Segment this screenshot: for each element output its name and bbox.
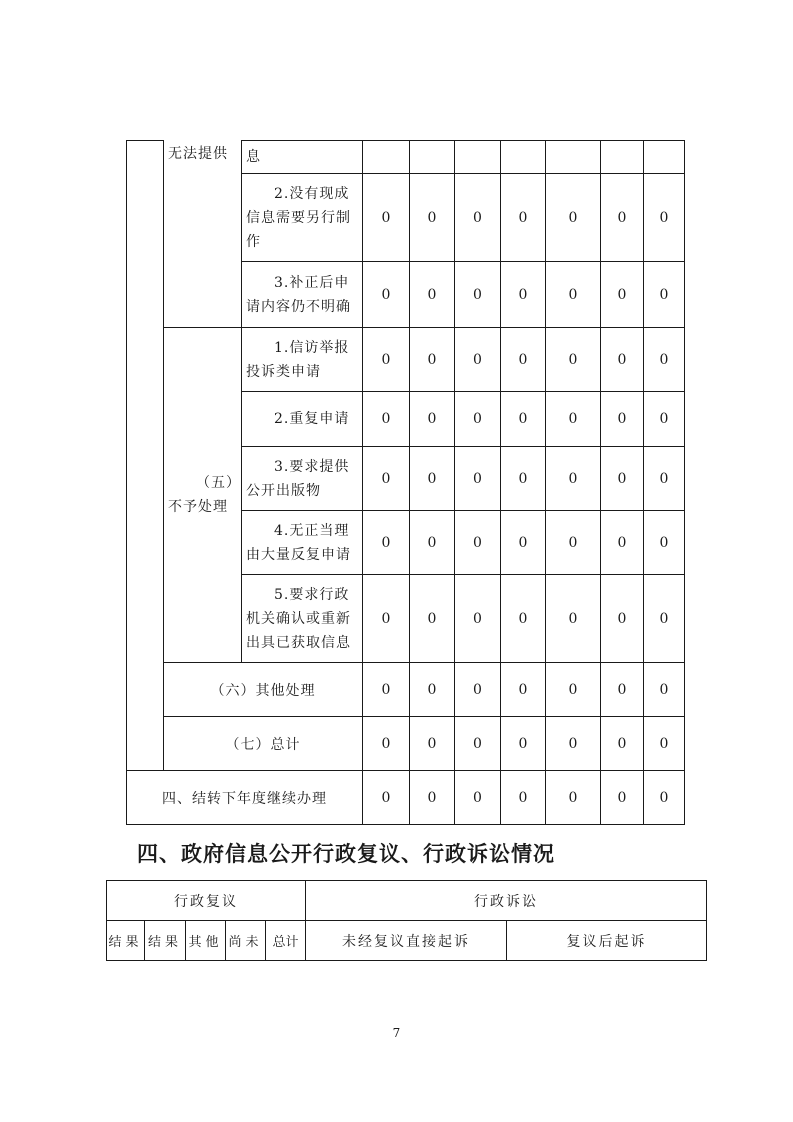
value-cell: 0 xyxy=(501,328,546,392)
value-cell: 0 xyxy=(601,663,644,717)
value-cell: 0 xyxy=(455,447,501,511)
value-cell: 0 xyxy=(546,771,601,825)
value-cell: 0 xyxy=(601,262,644,328)
page-number: 7 xyxy=(392,1026,401,1040)
value-cell: 0 xyxy=(501,771,546,825)
table-row xyxy=(127,717,685,771)
value-cell: 0 xyxy=(644,663,685,717)
value-cell: 0 xyxy=(501,447,546,511)
value-cell xyxy=(601,141,644,174)
value-cell xyxy=(410,141,455,174)
value-cell: 0 xyxy=(410,447,455,511)
column-header: 未经复议直接起诉 xyxy=(306,921,507,961)
value-cell: 0 xyxy=(363,262,410,328)
value-cell: 0 xyxy=(644,771,685,825)
value-cell xyxy=(455,141,501,174)
value-cell: 0 xyxy=(644,575,685,663)
value-cell: 0 xyxy=(644,328,685,392)
value-cell: 0 xyxy=(501,511,546,575)
column-header: 结果 xyxy=(107,921,145,961)
value-cell xyxy=(644,141,685,174)
value-cell xyxy=(501,141,546,174)
value-cell: 0 xyxy=(546,717,601,771)
value-cell: 0 xyxy=(363,328,410,392)
value-cell: 0 xyxy=(363,174,410,262)
table-row xyxy=(127,663,685,717)
subcategory-cell: 4.无正当理 由大量反复申请 xyxy=(242,511,363,575)
value-cell: 0 xyxy=(601,328,644,392)
value-cell: 0 xyxy=(644,447,685,511)
value-cell: 0 xyxy=(644,174,685,262)
value-cell: 0 xyxy=(546,174,601,262)
table-subheader-row xyxy=(107,921,707,961)
subcategory-cell: 1.信访举报 投诉类申请 xyxy=(242,328,363,392)
value-cell: 0 xyxy=(410,663,455,717)
value-cell: 0 xyxy=(410,771,455,825)
value-cell: 0 xyxy=(363,663,410,717)
value-cell: 0 xyxy=(601,511,644,575)
value-cell: 0 xyxy=(410,511,455,575)
value-cell: 0 xyxy=(363,771,410,825)
value-cell: 0 xyxy=(601,174,644,262)
value-cell: 0 xyxy=(410,575,455,663)
value-cell: 0 xyxy=(501,262,546,328)
value-cell: 0 xyxy=(455,771,501,825)
value-cell: 0 xyxy=(363,511,410,575)
table-header-row xyxy=(107,881,707,921)
value-cell: 0 xyxy=(455,511,501,575)
value-cell: 0 xyxy=(363,575,410,663)
column-header: 结果 xyxy=(145,921,186,961)
value-cell: 0 xyxy=(501,392,546,447)
value-cell: 0 xyxy=(455,174,501,262)
column-header: 尚未 xyxy=(226,921,266,961)
section-title: 四、政府信息公开行政复议、行政诉讼情况 xyxy=(137,842,555,866)
subcategory-cell: 2.重复申请 xyxy=(242,392,363,447)
value-cell: 0 xyxy=(546,447,601,511)
left-margin-cell xyxy=(127,141,164,771)
table-row xyxy=(127,328,685,392)
value-cell: 0 xyxy=(601,717,644,771)
subcategory-cell: 息 xyxy=(242,141,363,174)
litigation-header: 行政诉讼 xyxy=(306,881,707,921)
value-cell: 0 xyxy=(546,392,601,447)
value-cell: 0 xyxy=(644,262,685,328)
value-cell: 0 xyxy=(546,328,601,392)
value-cell: 0 xyxy=(455,663,501,717)
table-row xyxy=(127,771,685,825)
subcategory-cell: 3.补正后申 请内容仍不明确 xyxy=(242,262,363,328)
value-cell: 0 xyxy=(501,717,546,771)
value-cell: 0 xyxy=(546,575,601,663)
subcategory-cell: 2.没有现成 信息需要另行制 作 xyxy=(242,174,363,262)
column-header: 总计 xyxy=(266,921,306,961)
value-cell: 0 xyxy=(546,262,601,328)
value-cell xyxy=(363,141,410,174)
value-cell: 0 xyxy=(363,447,410,511)
review-header: 行政复议 xyxy=(107,881,306,921)
value-cell: 0 xyxy=(601,392,644,447)
value-cell: 0 xyxy=(601,575,644,663)
value-cell: 0 xyxy=(455,262,501,328)
statistics-table xyxy=(126,140,685,825)
value-cell: 0 xyxy=(455,392,501,447)
value-cell: 0 xyxy=(410,328,455,392)
value-cell: 0 xyxy=(501,174,546,262)
value-cell: 0 xyxy=(644,392,685,447)
other-label: （六）其他处理 xyxy=(164,663,363,717)
review-litigation-table xyxy=(106,880,707,961)
column-header: 其他 xyxy=(186,921,226,961)
value-cell: 0 xyxy=(410,717,455,771)
table-row xyxy=(127,141,685,174)
column-header: 复议后起诉 xyxy=(507,921,707,961)
value-cell: 0 xyxy=(410,174,455,262)
value-cell: 0 xyxy=(455,328,501,392)
value-cell: 0 xyxy=(363,717,410,771)
value-cell: 0 xyxy=(501,575,546,663)
value-cell xyxy=(546,141,601,174)
value-cell: 0 xyxy=(644,717,685,771)
value-cell: 0 xyxy=(501,663,546,717)
value-cell: 0 xyxy=(546,511,601,575)
value-cell: 0 xyxy=(455,575,501,663)
subcategory-cell: 5.要求行政 机关确认或重新 出具已获取信息 xyxy=(242,575,363,663)
value-cell: 0 xyxy=(455,717,501,771)
carry-over-label: 四、结转下年度继续办理 xyxy=(127,771,363,825)
value-cell: 0 xyxy=(546,663,601,717)
value-cell: 0 xyxy=(363,392,410,447)
category-cell: 无法提供 xyxy=(164,141,242,328)
total-label: （七）总计 xyxy=(164,717,363,771)
value-cell: 0 xyxy=(644,511,685,575)
value-cell: 0 xyxy=(410,392,455,447)
value-cell: 0 xyxy=(601,771,644,825)
category-cell-refuse: （五） 不予处理 xyxy=(164,328,242,663)
value-cell: 0 xyxy=(601,447,644,511)
subcategory-cell: 3.要求提供 公开出版物 xyxy=(242,447,363,511)
value-cell: 0 xyxy=(410,262,455,328)
